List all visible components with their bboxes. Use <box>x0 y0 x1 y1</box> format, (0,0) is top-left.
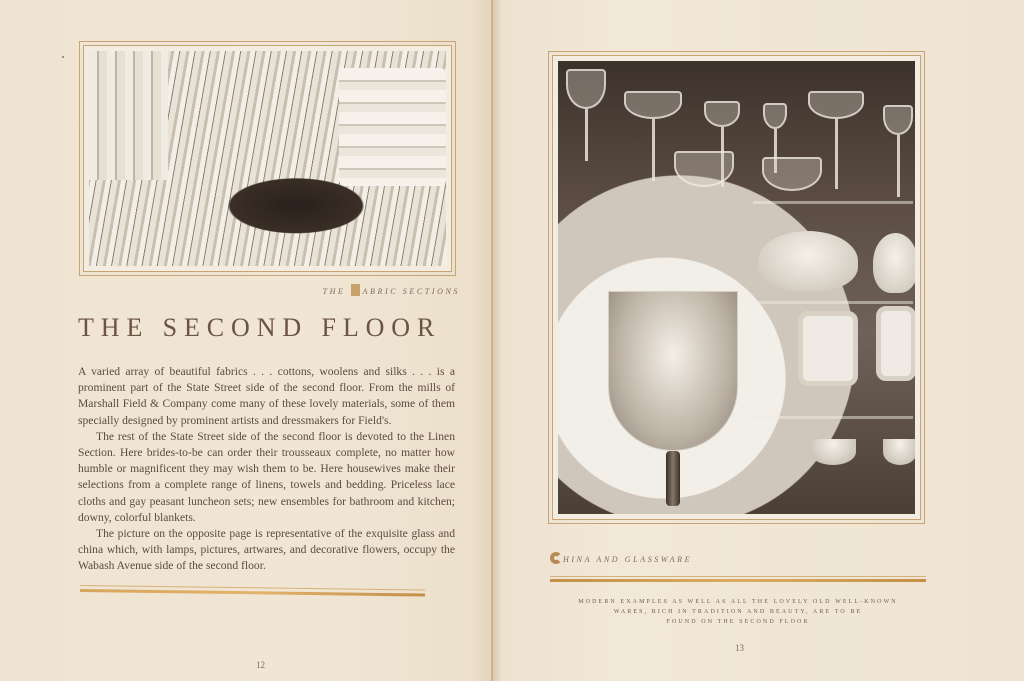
drop-cap-c-icon <box>550 552 562 564</box>
book-gutter <box>491 0 493 681</box>
fabric-photo-frame <box>79 41 456 276</box>
caption-rest: HINA AND GLASSWARE <box>563 555 693 564</box>
footer-line-2: WARES, RICH IN TRADITION AND BEAUTY, ARE TO BE <box>613 609 863 615</box>
china-photo-frame <box>548 51 925 524</box>
caption-prefix: THE <box>322 287 346 296</box>
fabric-photo <box>89 51 446 266</box>
paragraph-linen: The rest of the State Street side of the second floor is devoted to the Linen Section. Here brides-to-be can order their trousseaux complete, no matter how humble or magnificent they may wish them to be. Here housewives make their selections from a complete range of linens, towels and bedding. Priceless lace cloths and gay peasant luncheon sets; new ensembles for bathroom and kitchen; downy, colorful blankets. <box>78 429 455 524</box>
gold-rule-right <box>550 576 926 584</box>
page-number-left: 12 <box>256 660 265 670</box>
page-number-right: 13 <box>735 643 744 653</box>
page-title: THE SECOND FLOOR <box>78 313 442 342</box>
left-page <box>0 0 491 681</box>
paragraph-glass-china: The picture on the opposite page is representative of the exquisite glass and china which, with lamps, pictures, artwares, and decorative flowers, occupy the Wabash Avenue side of the second floor. <box>78 527 455 573</box>
china-caption <box>550 552 692 564</box>
drop-cap-f-icon <box>351 284 360 296</box>
china-glassware-photo <box>558 61 915 514</box>
gold-rule-left <box>80 585 425 600</box>
fabric-caption <box>300 284 460 296</box>
footer-line-3: FOUND ON THE SECOND FLOOR <box>666 619 810 625</box>
paragraph-fabrics: A varied array of beautiful fabrics . . . cottons, woolens and silks . . . is a prominent part of the State Street side of the second floor. From the mills of Marshall Field & Company come many of these lovely materials, some of them specially designed by prominent artists and dressmakers for Field's. <box>78 365 455 427</box>
body-text <box>78 364 455 575</box>
footer-caption <box>550 597 926 627</box>
footer-line-1: MODERN EXAMPLES AS WELL AS ALL THE LOVELY OLD WELL-KNOWN <box>578 599 898 605</box>
ink-dot <box>62 56 64 58</box>
caption-rest: ABRIC SECTIONS <box>362 287 460 296</box>
